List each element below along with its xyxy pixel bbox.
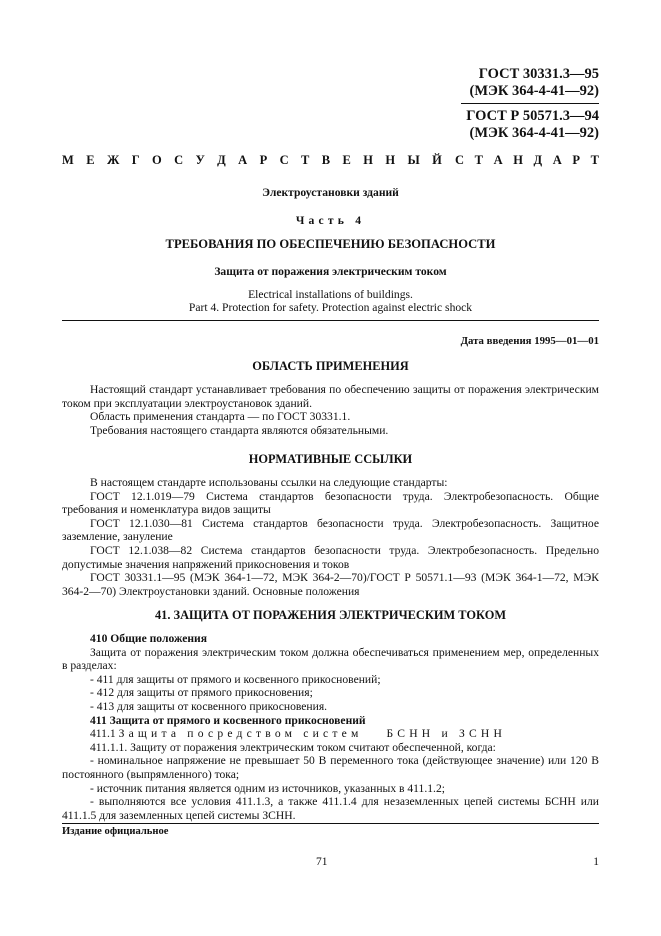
standard-iec-equivalent: (МЭК 364-4-41—92) <box>469 83 599 99</box>
designation-divider <box>461 103 599 104</box>
standard-designation-gost-r <box>466 108 599 142</box>
banner-word-interstate <box>62 153 442 168</box>
banner-letter: В <box>321 153 331 167</box>
banner-letter: А <box>552 153 562 167</box>
banner-letter: М <box>62 153 74 167</box>
introduction-date: Дата введения 1995—01—01 <box>460 335 599 347</box>
banner-letter: Е <box>342 153 351 167</box>
section-title-spaced: Защита посредством систем <box>118 727 363 741</box>
paragraph: В настоящем стандарте использованы ссылки на следующие стандарты: <box>90 476 448 489</box>
banner-letter: А <box>493 153 503 167</box>
paragraph: Настоящий стандарт устанавливает требования по обеспечению защиты от поражения электрическим током при эксплуатации электроустановок зданий. <box>62 383 599 410</box>
list-item: - 411 для защиты от прямого и косвенного прикосновений; <box>90 672 381 686</box>
references-section <box>62 476 599 598</box>
section-41-heading: 41. ЗАЩИТА ОТ ПОРАЖЕНИЯ ЭЛЕКТРИЧЕСКИМ ТОКОМ <box>154 608 507 622</box>
section-number: 411.1 <box>90 727 116 741</box>
banner-letter: Т <box>301 153 310 167</box>
list-item: - 413 для защиты от косвенного прикосновения. <box>90 699 328 713</box>
title-buildings: Электроустановки зданий <box>262 186 399 199</box>
interstate-standard-banner <box>62 153 599 168</box>
document-title: ТРЕБОВАНИЯ ПО ОБЕСПЕЧЕНИЮ БЕЗОПАСНОСТИ <box>165 237 496 251</box>
banner-letter: Н <box>363 153 373 167</box>
paragraph: Защита от поражения электрическим током должна обеспечиваться применением мер, определенных в разделах: <box>62 645 599 673</box>
title-divider <box>62 320 599 321</box>
banner-letter: Д <box>533 153 543 167</box>
banner-letter: Д <box>217 153 226 167</box>
section-systems-spaced: БСНН и ЗСНН <box>386 727 507 741</box>
section-4111-heading <box>62 727 599 741</box>
banner-letter: Р <box>259 153 268 167</box>
banner-letter: Г <box>131 153 140 167</box>
standard-designation-gost <box>470 66 599 100</box>
list-item: - источник питания является одним из источников, указанных в 411.1.2; <box>90 781 445 795</box>
scope-heading: ОБЛАСТЬ ПРИМЕНЕНИЯ <box>252 359 409 373</box>
list-item: - номинальное напряжение не превышает 50 В переменного тока (действующее значение) или 120 В постоянного (выпрямленного) тока; <box>62 754 599 781</box>
standard-iec-equivalent: (МЭК 364-4-41—92) <box>469 125 599 141</box>
paragraph: ГОСТ 12.1.019—79 Система стандартов безопасности труда. Электробезопасность. Общие требования и номенклатура видов защиты <box>62 489 599 517</box>
section-410-heading: 410 Общие положения <box>90 632 207 645</box>
banner-letter: Т <box>474 153 483 167</box>
official-edition-label: Издание официальное <box>62 826 169 837</box>
scope-section <box>62 383 599 437</box>
section-41-body <box>62 632 599 822</box>
references-heading: НОРМАТИВНЫЕ ССЫЛКИ <box>248 452 413 466</box>
paragraph: Требования настоящего стандарта являются обязательными. <box>90 423 389 437</box>
paragraph: Область применения стандарта — по ГОСТ 30331.1. <box>90 410 351 424</box>
standard-number: ГОСТ 30331.3—95 <box>478 66 599 82</box>
paragraph: ГОСТ 12.1.038—82 Система стандартов безопасности труда. Электробезопасность. Предельно допустимые значения напряжений прикосновения и токов <box>62 543 599 571</box>
banner-letter: Ы <box>407 153 420 167</box>
banner-letter: Ж <box>106 153 120 167</box>
banner-letter: Т <box>590 153 599 167</box>
banner-letter: Н <box>385 153 396 167</box>
banner-letter: А <box>238 153 248 167</box>
banner-letter: С <box>279 153 289 167</box>
banner-letter: С <box>174 153 184 167</box>
document-subtitle: Защита от поражения электрическим током <box>214 265 447 278</box>
banner-letter: Й <box>432 153 442 167</box>
standard-number: ГОСТ Р 50571.3—94 <box>466 108 599 124</box>
banner-letter: С <box>455 153 465 167</box>
english-title-line1: Electrical installations of buildings. <box>248 288 413 301</box>
sheet-number: 1 <box>593 856 599 868</box>
list-item: - выполняются все условия 411.1.3, а также 411.1.4 для незаземленных цепей системы БСНН или 411.1.5 для заземленных цепей системы ЗСНН. <box>62 795 599 822</box>
title-part: Часть 4 <box>295 214 366 227</box>
banner-letter: Е <box>86 153 95 167</box>
banner-letter: Р <box>572 153 580 167</box>
list-item: - 412 для защиты от прямого прикосновения; <box>90 686 313 700</box>
banner-letter: Н <box>513 153 523 167</box>
english-title-line2: Part 4. Protection for safety. Protection against electric shock <box>188 301 473 314</box>
banner-word-standard <box>455 153 599 168</box>
banner-letter: О <box>152 153 162 167</box>
paragraph: ГОСТ 30331.1—95 (МЭК 364-1—72, МЭК 364-2—70)/ГОСТ Р 50571.1—93 (МЭК 364-1—72, МЭК 364-2—70) Электроустановки зданий. Основные положения <box>62 571 599 598</box>
page-number: 71 <box>316 856 328 868</box>
footer-divider <box>62 823 599 824</box>
section-411-heading: 411 Защита от прямого и косвенного прикосновений <box>90 713 366 727</box>
banner-letter: У <box>195 153 205 167</box>
paragraph: 411.1.1. Защиту от поражения электрическим током считают обеспеченной, когда: <box>90 740 496 754</box>
paragraph: ГОСТ 12.1.030—81 Система стандартов безопасности труда. Электробезопасность. Защитное заземление, зануление <box>62 516 599 544</box>
